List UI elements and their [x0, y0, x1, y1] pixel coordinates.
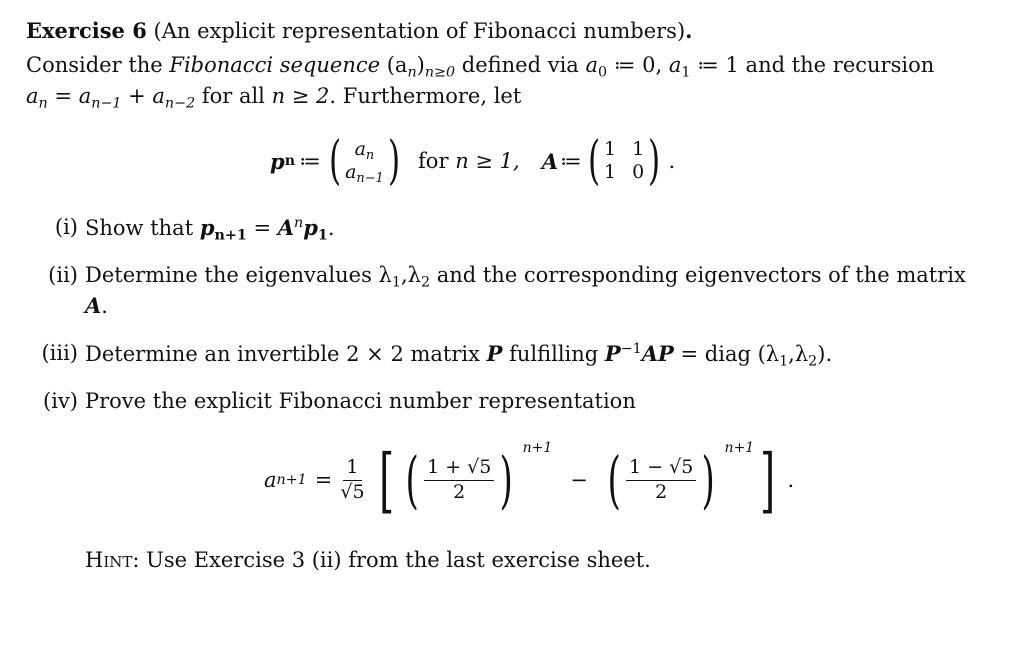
exercise-title: (An explicit representation of Fibonacci numbers): [153, 19, 686, 43]
item-iii: Determine an invertible 2 × 2 matrix P fulfilling $P^{-1}AP$ = diag $(\lambda_1,\lambda_2)$.: [85, 341, 833, 370]
left-paren: (: [405, 443, 419, 516]
left-bracket: [: [378, 439, 394, 521]
intro-line-2: $a_n = a_{n-1} + a_{n-2}$ for all n ≥ 2. Furthermore, let: [26, 84, 522, 112]
golden-ratio-fraction: $\frac{1 + √5}{2}$: [424, 457, 494, 504]
exponent-1: n+1: [522, 440, 553, 456]
matrix-A: 1 1 1 0: [604, 138, 645, 183]
coefficient-fraction: $\frac{1}{√5}$: [340, 455, 365, 503]
item-i-label: (i): [54, 215, 78, 239]
hint-label: Hint:: [85, 548, 140, 572]
hint-text: Use Exercise 3 (ii) from the last exercise sheet.: [139, 548, 651, 572]
item-iii-label: (iii): [41, 341, 78, 365]
right-bracket: ]: [760, 439, 776, 521]
definitions-display: p n ≔ ( $a_n$ $a_{n-1}$ ) for n ≥ 1, A ≔ ( 1 1 1 0 ) .: [270, 131, 676, 191]
vector-p-n: $a_n$ $a_{n-1}$: [345, 138, 384, 186]
binet-formula: a n+1 = $\frac{1}{√5}$ [ ( $\frac{1 + √5}{2}$ ) n+1 − ( $\frac{1 - √5}{2}$ ) n+1 ] .: [264, 439, 795, 521]
conjugate-fraction: $\frac{1 - √5}{2}$: [626, 457, 696, 504]
item-iv: Prove the explicit Fibonacci number representation: [85, 389, 636, 413]
item-iv-label: (iv): [43, 389, 78, 413]
exercise-label: Exercise 6: [26, 18, 147, 43]
right-paren: ): [387, 131, 400, 191]
term-fibonacci-sequence: Fibonacci sequence: [169, 53, 381, 77]
p-n-symbol: p: [270, 148, 285, 174]
right-paren: ): [499, 443, 514, 516]
left-paren: (: [328, 131, 342, 191]
item-ii: Determine the eigenvalues $\lambda_1,\lambda_2$ and the corresponding eigenvectors of the matrix: [85, 263, 966, 291]
exponent-2: n+1: [724, 440, 755, 456]
item-ii-label: (ii): [48, 263, 78, 287]
hint: [85, 548, 651, 572]
intro-line-1: Consider the Fibonacci sequence $(a_n)_{n\ge 0}$ defined via $a_0$ ≔ 0, $a_1$ ≔ 1 and the recursion: [26, 53, 935, 81]
item-i: Show that $p_{n+1} = A^np_1$.: [85, 215, 335, 244]
exercise-heading: Exercise 6 (An explicit representation of Fibonacci numbers).: [26, 18, 693, 43]
item-ii-line-2: A.: [85, 293, 108, 318]
matrix-A-symbol: A: [541, 148, 558, 174]
